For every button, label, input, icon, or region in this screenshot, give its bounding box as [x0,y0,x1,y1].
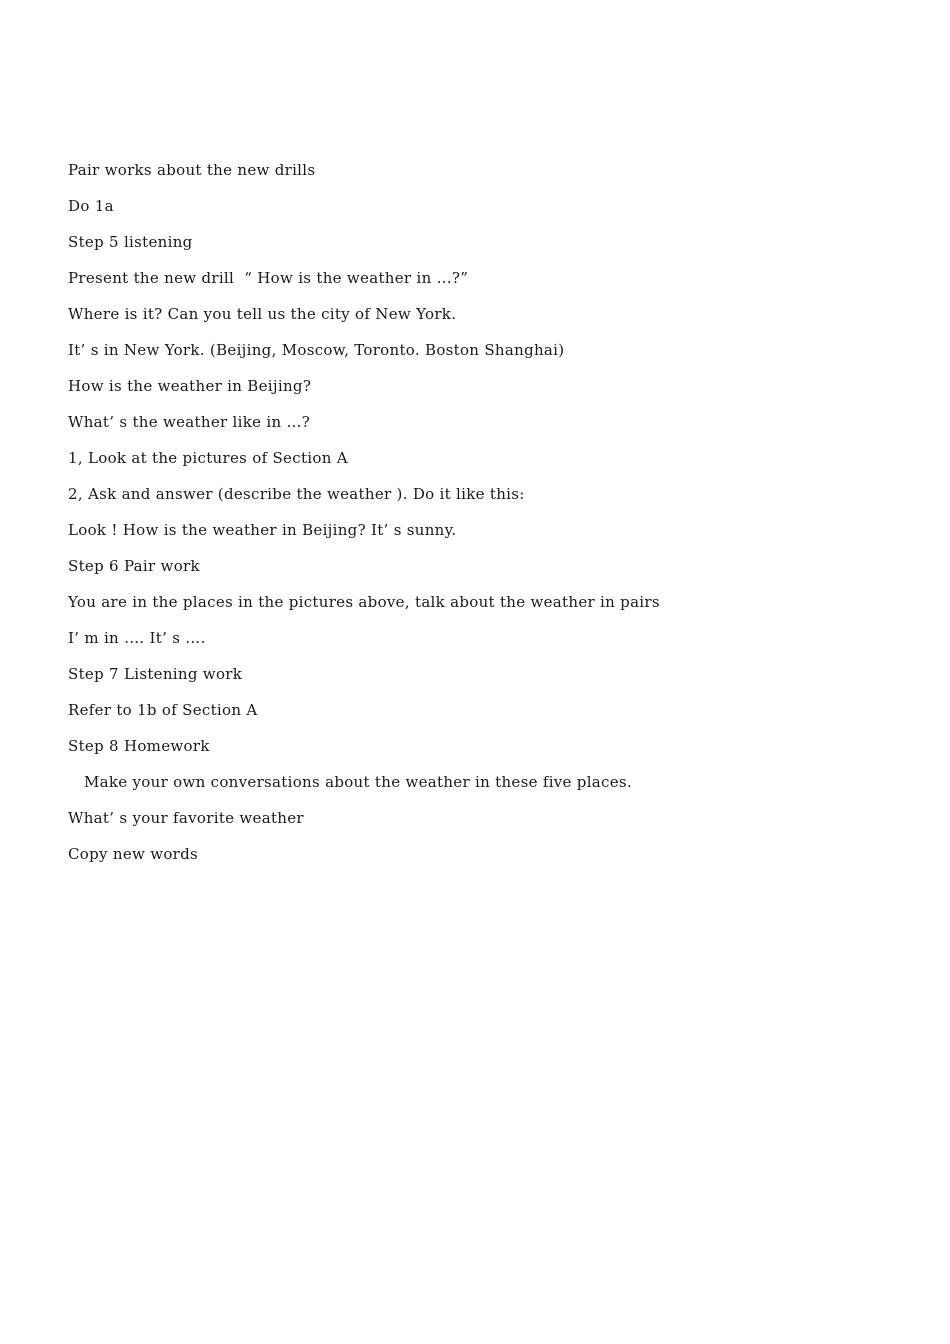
text-line: It’ s in New York. (Beijing, Moscow, Toronto. Boston Shanghai) [68,341,565,359]
text-line: Where is it? Can you tell us the city of New York. [68,305,457,323]
text-line: Step 7 Listening work [68,665,243,683]
text-line: 2, Ask and answer (describe the weather ). Do it like this: [68,485,525,503]
text-line: What’ s your favorite weather [68,809,304,827]
text-line: Pair works about the new drills [68,161,316,179]
text-line: Refer to 1b of Section A [68,701,258,719]
text-line: What’ s the weather like in …? [68,413,311,431]
text-line: How is the weather in Beijing? [68,377,312,395]
text-line: You are in the places in the pictures above, talk about the weather in pairs [68,593,660,611]
text-line: Step 5 listening [68,233,193,251]
lesson-text-body [68,152,908,872]
text-line: I’ m in …. It’ s …. [68,629,206,647]
text-line: Look ! How is the weather in Beijing? It’ s sunny. [68,521,457,539]
text-line: Do 1a [68,197,114,215]
text-line: 1, Look at the pictures of Section A [68,449,348,467]
text-line: Present the new drill “ How is the weather in …?” [68,269,469,287]
text-line: Copy new words [68,845,199,863]
text-line: Step 6 Pair work [68,557,200,575]
text-line: Make your own conversations about the weather in these five places. [84,773,632,791]
text-line: Step 8 Homework [68,737,210,755]
